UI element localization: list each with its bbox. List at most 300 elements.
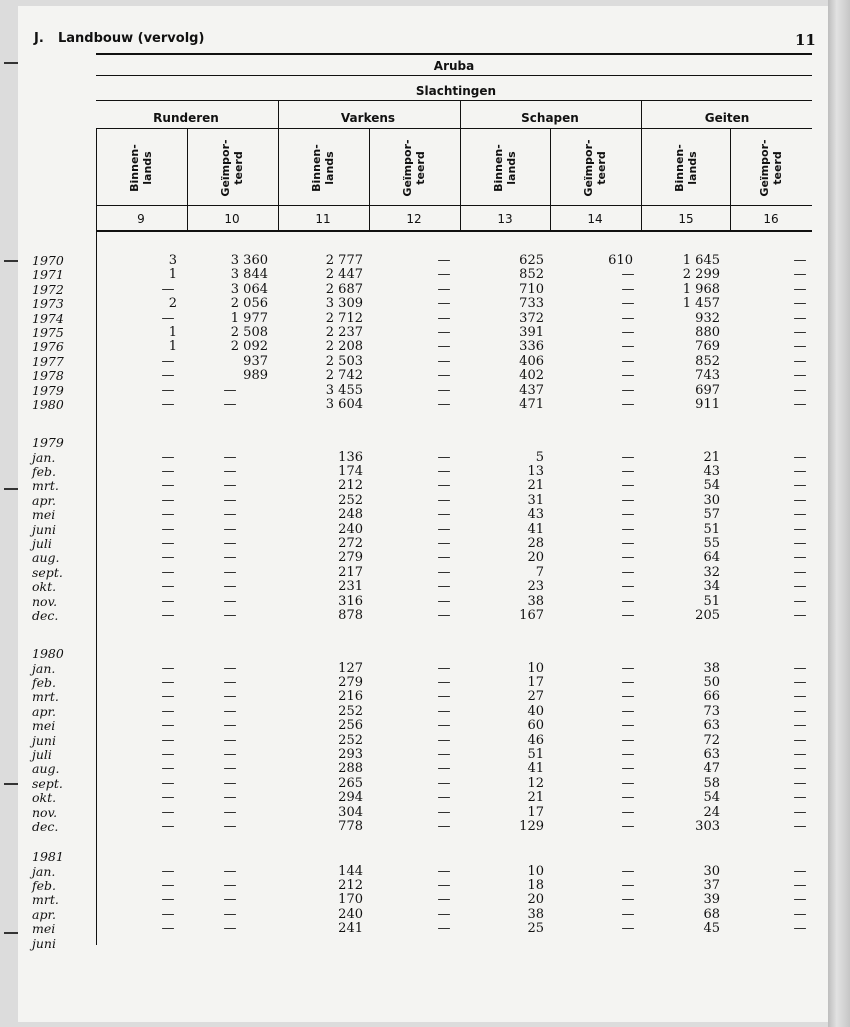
- dash-cell: —: [161, 449, 175, 465]
- value-cell: 30: [703, 863, 720, 879]
- dash-cell: —: [161, 732, 175, 748]
- dash-cell: —: [437, 353, 451, 369]
- row-label: 1974: [32, 310, 64, 326]
- dash-cell: —: [223, 579, 237, 595]
- dash-cell: —: [793, 449, 807, 465]
- dash-cell: —: [223, 746, 237, 762]
- dash-cell: —: [161, 507, 175, 523]
- value-cell: 68: [703, 906, 720, 922]
- dash-cell: —: [223, 521, 237, 537]
- row-label: feb.: [32, 674, 56, 690]
- dash-cell: —: [161, 368, 175, 384]
- dash-cell: —: [223, 492, 237, 508]
- dash-cell: —: [161, 564, 175, 580]
- value-cell: 43: [703, 463, 720, 479]
- row-label: sept.: [32, 564, 63, 580]
- dash-cell: —: [621, 718, 635, 734]
- value-cell: 43: [527, 507, 544, 523]
- value-cell: 167: [519, 607, 544, 623]
- dash-cell: —: [793, 478, 807, 494]
- dash-cell: —: [621, 674, 635, 690]
- margin-tick: [4, 260, 18, 262]
- row-label: juni: [32, 935, 56, 951]
- dash-cell: —: [793, 804, 807, 820]
- dash-cell: —: [621, 863, 635, 879]
- value-cell: 2 447: [325, 267, 363, 283]
- dash-cell: —: [621, 593, 635, 609]
- value-cell: 7: [535, 564, 544, 580]
- dash-cell: —: [161, 281, 175, 297]
- dash-cell: —: [621, 478, 635, 494]
- dash-cell: —: [793, 593, 807, 609]
- dash-cell: —: [793, 818, 807, 834]
- value-cell: 129: [519, 818, 544, 834]
- dash-cell: —: [437, 397, 451, 412]
- dash-cell: —: [793, 463, 807, 479]
- year-heading: 1981: [32, 849, 64, 864]
- dash-cell: —: [793, 732, 807, 748]
- row-label: okt.: [32, 579, 57, 595]
- dash-cell: —: [223, 660, 237, 676]
- dash-cell: —: [223, 906, 237, 922]
- subcol-geimporteerd: Geïmpor- teerd: [401, 139, 427, 197]
- value-cell: 2 056: [230, 296, 268, 312]
- dash-cell: —: [621, 818, 635, 834]
- dash-cell: —: [621, 564, 635, 580]
- value-cell: 58: [703, 775, 720, 791]
- dash-cell: —: [621, 732, 635, 748]
- dash-cell: —: [437, 535, 451, 551]
- dash-cell: —: [437, 368, 451, 384]
- subcol-geimporteerd: Geïmpor- teerd: [758, 139, 784, 197]
- dash-cell: —: [161, 492, 175, 508]
- value-cell: 248: [338, 507, 363, 523]
- row-label: 1977: [32, 353, 64, 369]
- value-cell: 21: [527, 790, 544, 806]
- dash-cell: —: [161, 397, 175, 412]
- dash-cell: —: [621, 397, 635, 412]
- dash-cell: —: [793, 790, 807, 806]
- dash-cell: —: [161, 906, 175, 922]
- dash-cell: —: [621, 325, 635, 340]
- dash-cell: —: [793, 863, 807, 879]
- value-cell: 51: [703, 593, 720, 609]
- dash-cell: —: [437, 804, 451, 820]
- dash-cell: —: [437, 761, 451, 777]
- dash-cell: —: [223, 863, 237, 879]
- value-cell: 50: [703, 674, 720, 690]
- header-rule-subcols: [96, 205, 812, 206]
- value-cell: 54: [703, 478, 720, 494]
- value-cell: 17: [527, 674, 544, 690]
- dash-cell: —: [621, 535, 635, 551]
- value-cell: 231: [338, 579, 363, 595]
- dash-cell: —: [223, 397, 237, 412]
- dash-cell: —: [437, 732, 451, 748]
- dash-cell: —: [223, 463, 237, 479]
- dash-cell: —: [437, 689, 451, 705]
- dash-cell: —: [437, 921, 451, 937]
- dash-cell: —: [437, 310, 451, 326]
- row-label: nov.: [32, 593, 58, 609]
- dash-cell: —: [793, 310, 807, 326]
- year-heading: 1980: [32, 646, 64, 661]
- dash-cell: —: [793, 892, 807, 908]
- col-rule: [96, 128, 97, 230]
- dash-cell: —: [793, 877, 807, 893]
- value-cell: 205: [695, 607, 720, 623]
- dash-cell: —: [161, 521, 175, 537]
- value-cell: 136: [338, 449, 363, 465]
- column-number: 9: [137, 212, 145, 226]
- stub-rule: [96, 205, 97, 945]
- dash-cell: —: [437, 877, 451, 893]
- group-schapen: Schapen: [521, 111, 579, 125]
- page-number: 11: [795, 31, 816, 49]
- value-cell: 20: [527, 550, 544, 566]
- value-cell: 25: [527, 921, 544, 937]
- value-cell: 471: [519, 397, 544, 412]
- dash-cell: —: [793, 267, 807, 283]
- dash-cell: —: [223, 478, 237, 494]
- dash-cell: —: [793, 746, 807, 762]
- dash-cell: —: [223, 550, 237, 566]
- value-cell: 932: [695, 310, 720, 326]
- dash-cell: —: [437, 449, 451, 465]
- dash-cell: —: [793, 492, 807, 508]
- dash-cell: —: [161, 478, 175, 494]
- dash-cell: —: [437, 746, 451, 762]
- dash-cell: —: [621, 368, 635, 384]
- dash-cell: —: [161, 382, 175, 398]
- value-cell: 12: [527, 775, 544, 791]
- header-rule-top: [96, 53, 812, 55]
- dash-cell: —: [161, 892, 175, 908]
- subcol-binnenlands: Binnen- lands: [128, 144, 154, 192]
- dash-cell: —: [437, 296, 451, 312]
- value-cell: 45: [703, 921, 720, 937]
- dash-cell: —: [161, 674, 175, 690]
- dash-cell: —: [223, 790, 237, 806]
- value-cell: 610: [608, 253, 633, 268]
- dash-cell: —: [161, 579, 175, 595]
- dash-cell: —: [437, 339, 451, 355]
- dash-cell: —: [621, 689, 635, 705]
- value-cell: 2 687: [325, 281, 363, 297]
- value-cell: 127: [338, 660, 363, 676]
- dash-cell: —: [223, 449, 237, 465]
- column-number: 16: [763, 212, 779, 226]
- value-cell: 2 092: [230, 339, 268, 355]
- dash-cell: —: [437, 607, 451, 623]
- value-cell: 743: [695, 368, 720, 384]
- value-cell: 64: [703, 550, 720, 566]
- subcol-binnenlands: Binnen- lands: [492, 144, 518, 192]
- header-rule-groups: [96, 128, 812, 129]
- row-label: 1972: [32, 281, 64, 297]
- row-label: feb.: [32, 463, 56, 479]
- dash-cell: —: [223, 564, 237, 580]
- dash-cell: —: [621, 775, 635, 791]
- value-cell: 294: [338, 790, 363, 806]
- dash-cell: —: [223, 382, 237, 398]
- col-rule: [187, 128, 188, 230]
- col-rule: [730, 128, 731, 230]
- value-cell: 2 237: [325, 325, 363, 340]
- dash-cell: —: [161, 310, 175, 326]
- col-rule: [369, 128, 370, 230]
- value-cell: 256: [338, 718, 363, 734]
- value-cell: 60: [527, 718, 544, 734]
- value-cell: 293: [338, 746, 363, 762]
- dash-cell: —: [437, 492, 451, 508]
- dash-cell: —: [437, 892, 451, 908]
- row-label: dec.: [32, 818, 59, 834]
- value-cell: 13: [527, 463, 544, 479]
- value-cell: 625: [519, 253, 544, 268]
- row-label: jan.: [32, 863, 56, 879]
- column-number: 12: [406, 212, 422, 226]
- dash-cell: —: [437, 564, 451, 580]
- dash-cell: —: [621, 746, 635, 762]
- dash-cell: —: [621, 761, 635, 777]
- dash-cell: —: [621, 310, 635, 326]
- dash-cell: —: [223, 507, 237, 523]
- value-cell: 878: [338, 607, 363, 623]
- value-cell: 1 645: [682, 253, 720, 268]
- dash-cell: —: [437, 281, 451, 297]
- dash-cell: —: [437, 507, 451, 523]
- row-label: nov.: [32, 804, 58, 820]
- dash-cell: —: [621, 521, 635, 537]
- dash-cell: —: [621, 492, 635, 508]
- dash-cell: —: [223, 607, 237, 623]
- row-label: apr.: [32, 492, 57, 508]
- subcol-geimporteerd: Geïmpor- teerd: [582, 139, 608, 197]
- region-heading: Aruba: [433, 59, 475, 73]
- value-cell: 279: [338, 550, 363, 566]
- dash-cell: —: [621, 660, 635, 676]
- dash-cell: —: [437, 703, 451, 719]
- value-cell: 3 309: [325, 296, 363, 312]
- value-cell: 37: [703, 877, 720, 893]
- dash-cell: —: [437, 718, 451, 734]
- value-cell: 21: [527, 478, 544, 494]
- value-cell: 336: [519, 339, 544, 355]
- row-label: 1970: [32, 253, 64, 268]
- dash-cell: —: [437, 775, 451, 791]
- dash-cell: —: [437, 463, 451, 479]
- dash-cell: —: [621, 804, 635, 820]
- dash-cell: —: [793, 607, 807, 623]
- value-cell: 47: [703, 761, 720, 777]
- value-cell: 17: [527, 804, 544, 820]
- row-label: 1979: [32, 382, 64, 398]
- row-label: 1980: [32, 397, 64, 412]
- value-cell: 733: [519, 296, 544, 312]
- dash-cell: —: [621, 550, 635, 566]
- row-label: aug.: [32, 761, 60, 777]
- value-cell: 63: [703, 718, 720, 734]
- value-cell: 252: [338, 732, 363, 748]
- dash-cell: —: [437, 593, 451, 609]
- dash-cell: —: [161, 550, 175, 566]
- row-label: jan.: [32, 449, 56, 465]
- dash-cell: —: [793, 281, 807, 297]
- value-cell: 72: [703, 732, 720, 748]
- margin-tick: [4, 932, 18, 934]
- column-number: 15: [678, 212, 694, 226]
- dash-cell: —: [437, 579, 451, 595]
- value-cell: 2 712: [325, 310, 363, 326]
- dash-cell: —: [437, 863, 451, 879]
- dash-cell: —: [793, 775, 807, 791]
- value-cell: 66: [703, 689, 720, 705]
- margin-tick: [4, 783, 18, 785]
- dash-cell: —: [621, 267, 635, 283]
- dash-cell: —: [161, 921, 175, 937]
- dash-cell: —: [793, 368, 807, 384]
- value-cell: 57: [703, 507, 720, 523]
- value-cell: 1 457: [682, 296, 720, 312]
- value-cell: 41: [527, 761, 544, 777]
- value-cell: 1: [168, 325, 177, 340]
- dash-cell: —: [793, 296, 807, 312]
- col-rule: [460, 100, 461, 230]
- row-label: 1973: [32, 296, 64, 312]
- dash-cell: —: [621, 607, 635, 623]
- dash-cell: —: [223, 921, 237, 937]
- row-label: 1978: [32, 368, 64, 384]
- header-rule-colnums: [96, 230, 812, 232]
- value-cell: 697: [695, 382, 720, 398]
- column-number: 14: [587, 212, 603, 226]
- dash-cell: —: [161, 863, 175, 879]
- dash-cell: —: [793, 703, 807, 719]
- value-cell: 2 508: [230, 325, 268, 340]
- value-cell: 316: [338, 593, 363, 609]
- dash-cell: —: [223, 775, 237, 791]
- row-label: mrt.: [32, 478, 59, 494]
- dash-cell: —: [621, 921, 635, 937]
- dash-cell: —: [621, 507, 635, 523]
- value-cell: 852: [519, 267, 544, 283]
- value-cell: 216: [338, 689, 363, 705]
- dash-cell: —: [793, 674, 807, 690]
- dash-cell: —: [223, 535, 237, 551]
- row-label: mei: [32, 718, 56, 734]
- value-cell: 10: [527, 660, 544, 676]
- row-label: okt.: [32, 790, 57, 806]
- value-cell: 27: [527, 689, 544, 705]
- value-cell: 41: [527, 521, 544, 537]
- dash-cell: —: [161, 353, 175, 369]
- value-cell: 40: [527, 703, 544, 719]
- dash-cell: —: [793, 253, 807, 268]
- value-cell: 240: [338, 521, 363, 537]
- row-label: juni: [32, 732, 56, 748]
- column-number: 11: [315, 212, 331, 226]
- value-cell: 437: [519, 382, 544, 398]
- value-cell: 2 503: [325, 353, 363, 369]
- value-cell: 911: [695, 397, 720, 412]
- value-cell: 2 777: [325, 253, 363, 268]
- dash-cell: —: [793, 507, 807, 523]
- dash-cell: —: [437, 790, 451, 806]
- dash-cell: —: [437, 267, 451, 283]
- value-cell: 51: [703, 521, 720, 537]
- dash-cell: —: [223, 732, 237, 748]
- value-cell: 2 742: [325, 368, 363, 384]
- row-label: juli: [32, 746, 52, 762]
- dash-cell: —: [223, 877, 237, 893]
- value-cell: 304: [338, 804, 363, 820]
- dash-cell: —: [223, 761, 237, 777]
- value-cell: 1: [168, 267, 177, 283]
- value-cell: 2: [168, 296, 177, 312]
- value-cell: 303: [695, 818, 720, 834]
- value-cell: 769: [695, 339, 720, 355]
- dash-cell: —: [437, 674, 451, 690]
- col-rule: [278, 100, 279, 230]
- dash-cell: —: [793, 550, 807, 566]
- value-cell: 144: [338, 863, 363, 879]
- dash-cell: —: [793, 521, 807, 537]
- value-cell: 272: [338, 535, 363, 551]
- value-cell: 778: [338, 818, 363, 834]
- value-cell: 28: [527, 535, 544, 551]
- dash-cell: —: [223, 689, 237, 705]
- group-runderen: Runderen: [153, 111, 219, 125]
- dash-cell: —: [621, 877, 635, 893]
- value-cell: 391: [519, 325, 544, 340]
- value-cell: 31: [527, 492, 544, 508]
- dash-cell: —: [223, 892, 237, 908]
- value-cell: 3 844: [230, 267, 268, 283]
- subcol-binnenlands: Binnen- lands: [673, 144, 699, 192]
- dash-cell: —: [223, 818, 237, 834]
- dash-cell: —: [621, 449, 635, 465]
- value-cell: 406: [519, 353, 544, 369]
- header-rule-title: [96, 100, 812, 101]
- row-label: juli: [32, 535, 52, 551]
- value-cell: 51: [527, 746, 544, 762]
- value-cell: 710: [519, 281, 544, 297]
- value-cell: 46: [527, 732, 544, 748]
- dash-cell: —: [161, 718, 175, 734]
- dash-cell: —: [621, 339, 635, 355]
- dash-cell: —: [223, 674, 237, 690]
- value-cell: 3 064: [230, 281, 268, 297]
- dash-cell: —: [437, 382, 451, 398]
- value-cell: 2 208: [325, 339, 363, 355]
- value-cell: 39: [703, 892, 720, 908]
- value-cell: 3: [168, 253, 177, 268]
- column-number: 13: [497, 212, 513, 226]
- dash-cell: —: [161, 463, 175, 479]
- value-cell: 288: [338, 761, 363, 777]
- row-label: mrt.: [32, 689, 59, 705]
- dash-cell: —: [793, 564, 807, 580]
- group-varkens: Varkens: [340, 111, 396, 125]
- dash-cell: —: [621, 703, 635, 719]
- value-cell: 10: [527, 863, 544, 879]
- value-cell: 73: [703, 703, 720, 719]
- value-cell: 265: [338, 775, 363, 791]
- value-cell: 212: [338, 877, 363, 893]
- dash-cell: —: [793, 718, 807, 734]
- dash-cell: —: [793, 579, 807, 595]
